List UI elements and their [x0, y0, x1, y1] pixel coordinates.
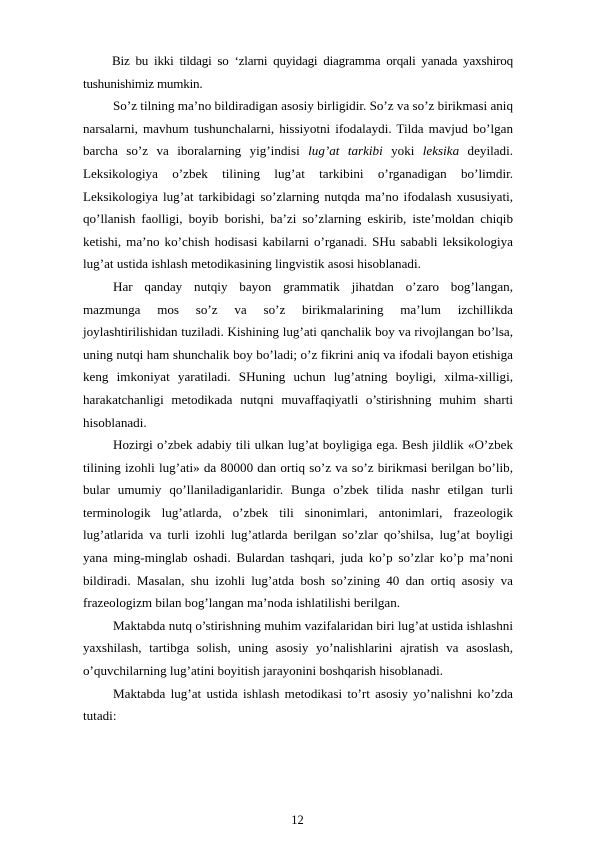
- term-lugat-tarkibi: lug’at tarkibi: [308, 143, 383, 159]
- paragraph-leksikologiya-part3: deyiladi. Leksikologiya o’zbek tilining lug’at tarkibini o’rganadigan bo’limdir. Leksikologiya lug’at tarkibidagi so’zlarning nutqda ma’no ifodalash xususiyati, qo’llanish faolligi, boyib borishi, ba’zi so’zlarning eskirib, iste’moldan chiqib ketishi, ma’no ko’chish hodisasi kabilarni o’rganadi. SHu sababli leksikologiya lug’at ustida ishlash metodikasining lingvistik asosi hisoblanadi.: [83, 143, 513, 272]
- paragraph-maktabda: Maktabda nutq o’stirishning muhim vazifalaridan biri lug’at ustida ishlashni yaxshilash, tartibga solish, uning asosiy yo’nalishlarini ajratish va asoslash, o’quvchilarning lug’atini boyitish jarayonini boshqarish hisoblanadi.: [83, 617, 513, 679]
- paragraph-leksikologiya-part1: So’z tilning ma’no bildiradigan asosiy birligidir. So’z va so’z birikmasi aniq narsalarni, mavhum tushunchalarni, hissiyotni ifodalaydi. Tilda mavjud bo’lgan barcha so’z va iboralarning yig’indisi: [83, 98, 513, 159]
- term-leksika: leksika: [422, 143, 460, 159]
- paragraph-leksikologiya-part2: yoki: [382, 143, 423, 159]
- paragraph-leksikologiya: [83, 95, 513, 276]
- paragraph-metodika: Maktabda lug’at ustida ishlash metodikasi to’rt asosiy yo’nalishni ko’zda tutadi:: [83, 685, 513, 724]
- paragraph-nutqiy-bayon: Har qanday nutqiy bayon grammatik jihatdan o’zaro bog’langan, mazmunga mos so’z va so’z birikmalarining ma’lum izchillikda joylashtirilishidan tuziladi. Kishining lug’ati qanchalik boy va rivojlangan bo’lsa, uning nutqi ham shunchalik boy bo’ladi; o’z fikrini aniq va ifodali bayon etishiga keng imkoniyat yaratiladi. SHuning uchun lug’atning boyligi, xilma-xilligi, harakatchanligi metodikada nutqni muvaffaqiyatli o’stirishning muhim sharti hisoblanadi.: [83, 278, 513, 430]
- paragraph-intro: Biz bu ikki tildagi so ‘zlarni quyidagi diagramma orqali yanada yaxshiroq tushunishimiz mumkin.: [83, 53, 513, 91]
- document-page: [83, 50, 513, 728]
- paragraph-adabiy-til: Hozirgi o’zbek adabiy tili ulkan lug’at boyligiga ega. Besh jildlik «O’zbek tilining izohli lug’ati» da 80000 dan ortiq so’z va so’z birikmasi berilgan bo’lib, bular umumiy qo’llaniladiganlaridir. Bunga o’zbek tilida nashr etilgan turli terminologik lug’atlarda, o’zbek tili sinonimlari, antonimlari, frazeologik lug’atlarida va turli izohli lug’atlarda berilgan so’zlar qo’shilsa, lug’at boyligi yana ming-minglab oshadi. Bulardan tashqari, juda ko’p so’zlar ko’p ma’noni bildiradi. Masalan, shu izohli lug’atda bosh so’zining 40 dan ortiq asosiy va frazeologizm bilan bog’langan ma’noda ishlatilishi berilgan.: [83, 437, 513, 611]
- page-number: 12: [291, 813, 304, 827]
